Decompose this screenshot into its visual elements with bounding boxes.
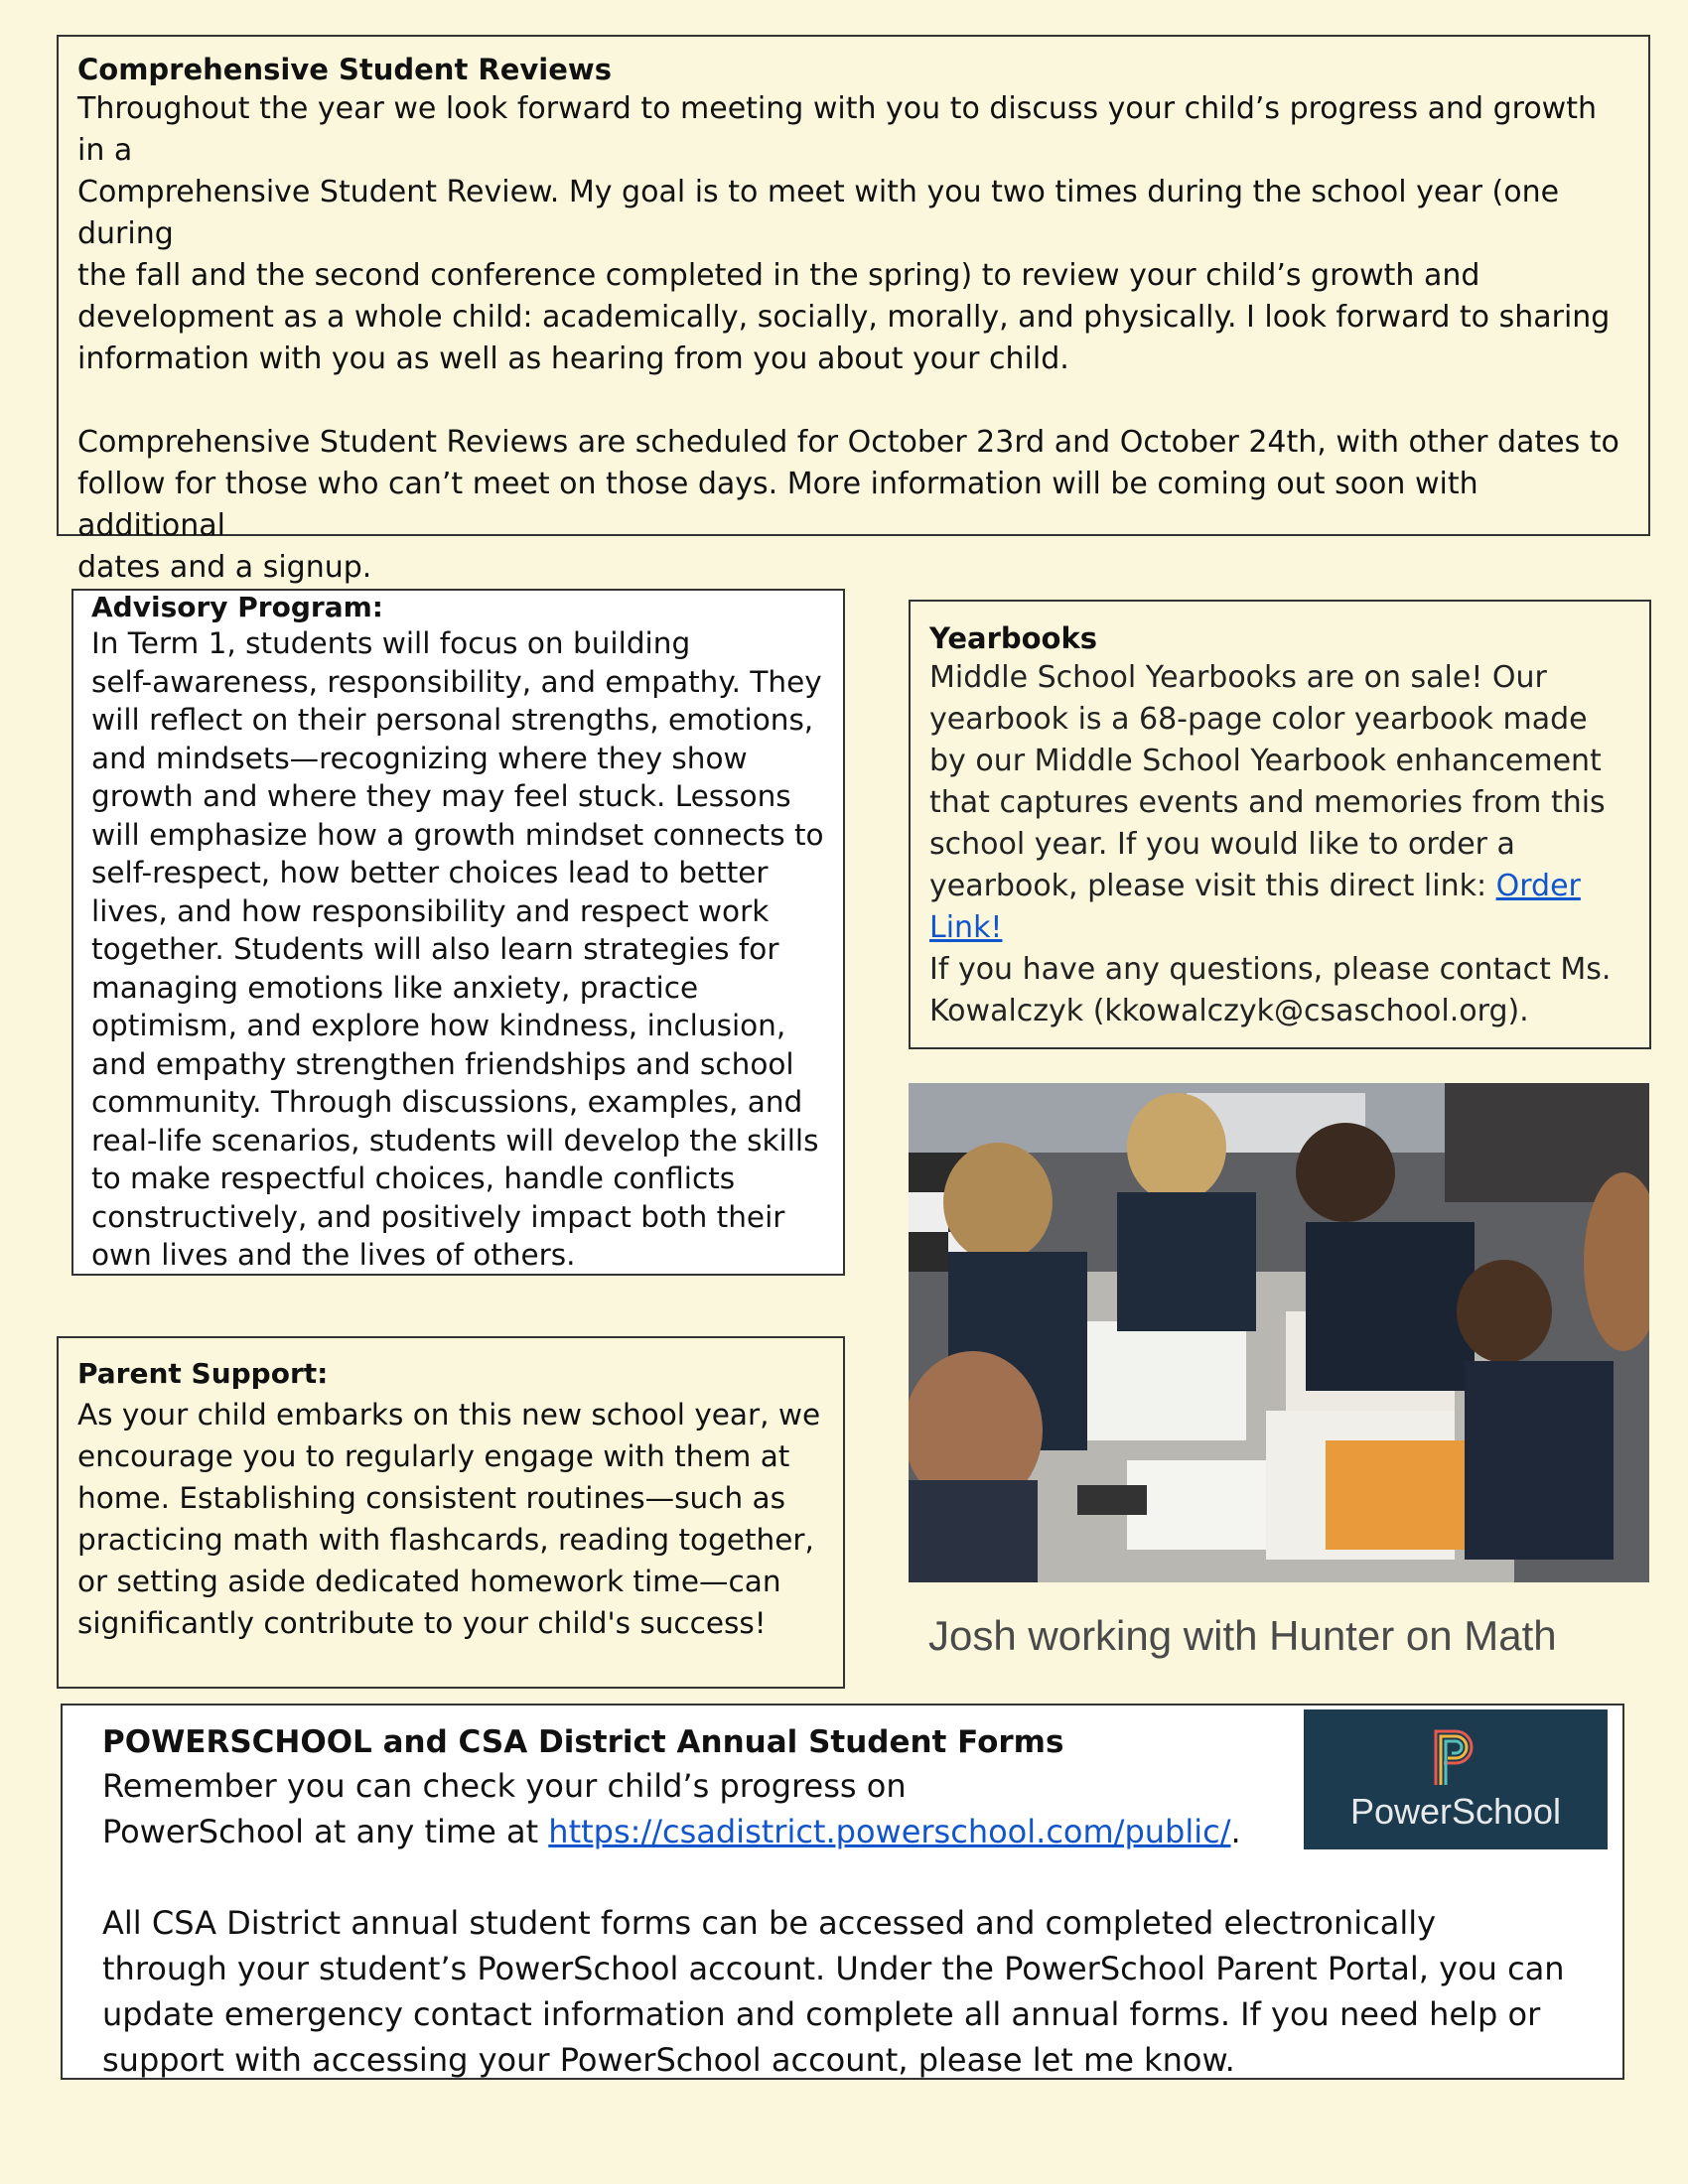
section-title: Parent Support: <box>77 1357 329 1390</box>
powerschool-p-icon <box>1432 1727 1479 1787</box>
classroom-photo <box>909 1083 1649 1582</box>
order-link[interactable]: Order Link! <box>929 869 1581 945</box>
section-paragraph: In Term 1, students will focus on building self-awareness, responsibility, and empathy. They will reflect on their personal strengths, emotions, and mindsets—recognizing where they show growth and where they may feel stuck. Lessons will emphasize how a growth mindset connects to self-respect, how better choices lead to better lives, and how responsibility and respect work together. Students will also learn strategies for managing emotions like anxiety, practice optimism, and explore how kindness, inclusion, and empathy strengthen friendships and school community. Through discussions, examples, and real-life scenarios, students will develop the skills to make respectful choices, handle conflicts constructively, and positively impact both their own lives and the lives of others. <box>91 626 824 1272</box>
section-title: Comprehensive Student Reviews <box>77 53 612 86</box>
section-title: Advisory Program: <box>91 591 383 623</box>
section-title: POWERSCHOOL and CSA District Annual Student Forms <box>102 1724 1064 1760</box>
yearbooks-section <box>909 600 1651 1049</box>
section-paragraph: As your child embarks on this new school year, we encourage you to regularly engage with them at home. Establishing consistent routines—such as practicing math with flashcards, reading together, or setting aside dedicated homework time—can significantly contribute to your child's success! <box>77 1398 821 1640</box>
powerschool-text: Remember you can check your child’s progress on PowerSchool at any time at <box>102 1767 907 1850</box>
section-paragraph: All CSA District annual student forms can be accessed and completed electronically through your student’s PowerSchool account. Under the PowerSchool Parent Portal, you can update emergency contact information and complete all annual forms. If you need help or support with accessing your PowerSchool account, please let me know. <box>102 1904 1565 2079</box>
yearbook-contact-text: If you have any questions, please contact Ms. Kowalczyk (kkowalczyk@csaschool.org). <box>929 952 1612 1028</box>
photo-caption: Josh working with Hunter on Math <box>928 1612 1557 1659</box>
powerschool-link[interactable]: https://csadistrict.powerschool.com/public/ <box>548 1813 1231 1850</box>
classroom-photo-illustration <box>909 1083 1649 1582</box>
logo-wordmark: PowerSchool <box>1349 1790 1562 1832</box>
parent-support-section <box>57 1336 845 1689</box>
section-paragraph: Comprehensive Student Reviews are scheduled for October 23rd and October 24th, with other dates to follow for those who can’t meet on those days. More information will be coming out soon with additional dates and a signup. <box>77 425 1619 585</box>
period: . <box>1230 1813 1241 1850</box>
section-paragraph: Throughout the year we look forward to meeting with you to discuss your child’s progress and growth in a Comprehensive Student Review. My goal is to meet with you two times during the school year (one during the fall and the second conference completed in the spring) to review your child’s growth and development as a whole child: academically, socially, morally, and physically. I look forward to sharing information with you as well as hearing from you about your child. <box>77 91 1611 376</box>
section-title: Yearbooks <box>929 621 1098 655</box>
comprehensive-reviews-section <box>57 35 1650 585</box>
yearbook-text: Middle School Yearbooks are on sale! Our yearbook is a 68-page color yearbook made by our Middle School Yearbook enhancement that captures events and memories from this school year. If you would like to order a yearbook, please visit this direct link: <box>929 660 1606 903</box>
section-paragraph <box>929 657 1637 1032</box>
powerschool-logo <box>1304 1709 1608 1849</box>
advisory-program-section <box>71 589 845 1276</box>
